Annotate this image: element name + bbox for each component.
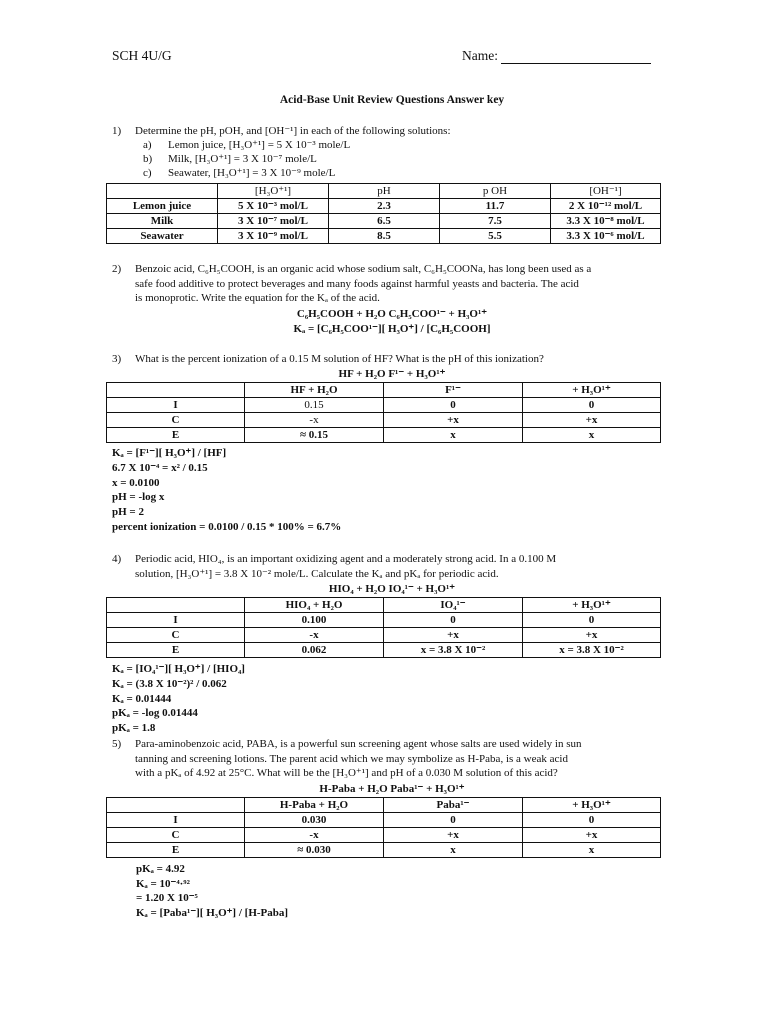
table-row: Lemon juice 5 X 10⁻³ mol/L 2.3 11.7 2 X 10⁻¹² mol/L [107,199,661,214]
work-line: 6.7 X 10⁻⁴ = x² / 0.15 [112,461,208,474]
question-number: 5) [112,738,122,750]
question-text-line: Periodic acid, HIO₄, is an important oxidizing agent and a moderately strong acid. In a 0.100 M [135,553,557,565]
q3-ice-table [106,382,661,443]
q4-work [112,662,245,736]
table-header-row: H-Paba + H₂O Paba¹⁻ + H₃O¹⁺ [107,798,661,813]
q3-equation: HF + H₂O F¹⁻ + H₃O¹⁺ [338,368,446,380]
table-row: Milk 3 X 10⁻⁷ mol/L 6.5 7.5 3.3 X 10⁻⁸ mol/L [107,214,661,229]
question-text-line: tanning and screening lotions. The parent acid which we may symbolize as H-Paba, is a weak acid [135,752,568,765]
table-row: E ≈ 0.15 x x [107,428,661,443]
q1-table [106,183,661,244]
table-row: C -x +x +x [107,413,661,428]
question-number: 1) [112,125,122,137]
name-field [462,48,651,64]
work-line: x = 0.0100 [112,476,160,489]
table-row: I 0.100 0 0 [107,613,661,628]
table-row: Seawater 3 X 10⁻⁹ mol/L 8.5 5.5 3.3 X 10⁻⁶ mol/L [107,229,661,244]
work-line: Kₐ = [F¹⁻][ H₃O⁺] / [HF] [112,447,227,459]
question-text-line: solution, [H₃O⁺¹] = 3.8 X 10⁻² mole/L. Calculate the Kₐ and pKₐ for periodic acid. [135,567,499,580]
question-number: 4) [112,553,122,565]
q4-equation: HIO₄ + H₂O IO₄¹⁻ + H₃O¹⁺ [328,583,456,595]
work-line: pKₐ = 4.92 [136,863,185,875]
q4-ice-table [106,597,661,658]
q5-ice-table [106,797,661,858]
work-line: pKₐ = 1.8 [112,722,156,735]
q2-ka-expression: Kₐ = [C₆H₅COO¹⁻][ H₃O⁺] / [C₆H₅COOH] [293,323,491,335]
table-row: I 0.030 0 0 [107,813,661,828]
q5-equation: H-Paba + H₂O Paba¹⁻ + H₃O¹⁺ [319,783,465,795]
question-text-line: Benzoic acid, C₆H₅COOH, is an organic acid whose sodium salt, C₆H₅COONa, has long been used as a [135,263,592,275]
table-header-row: [H₃O⁺¹] pH p OH [OH⁻¹] [107,184,661,199]
question-text: What is the percent ionization of a 0.15 M solution of HF? What is the pH of this ionization? [135,353,544,365]
question-number: 3) [112,353,122,365]
q5-work [136,862,288,920]
question-text-line: Para-aminobenzoic acid, PABA, is a powerful sun screening agent whose salts are used widely in sun [135,738,582,750]
work-line: pKₐ = -log 0.01444 [112,707,198,720]
q2-equation: C₆H₅COOH + H₂O C₆H₅COO¹⁻ + H₃O¹⁺ [296,308,488,320]
name-blank-line [501,50,651,64]
question-text-line: is monoprotic. Write the equation for the Kₐ of the acid. [135,292,380,304]
q1-item-c: c) Seawater, [H₃O⁺¹] = 3 X 10⁻⁹ mole/L [143,167,336,179]
question-text-line: safe food additive to protect beverages and many foods against harmful yeasts and bacteria. The acid [135,277,579,290]
q3-work [112,446,341,535]
question-text: Determine the pH, pOH, and [OH⁻¹] in each of the following solutions: [135,125,451,137]
table-header-row: HF + H₂O F¹⁻ + H₃O¹⁺ [107,383,661,398]
work-line: pH = 2 [112,506,144,519]
table-row: C -x +x +x [107,828,661,843]
q1-item-a: a) Lemon juice, [H₃O⁺¹] = 5 X 10⁻³ mole/L [143,139,351,151]
table-row: I 0.15 0 0 [107,398,661,413]
question-text-line: with a pKₐ of 4.92 at 25°C. What will be the [H₃O⁺¹] and pH of a 0.030 M solution of this acid? [135,767,558,779]
name-label: Name: [462,48,502,63]
table-row: E ≈ 0.030 x x [107,843,661,858]
question-number: 2) [112,263,122,275]
work-line: = 1.20 X 10⁻⁵ [136,892,198,904]
table-row: C -x +x +x [107,628,661,643]
table-header-row: HIO₄ + H₂O IO₄¹⁻ + H₃O¹⁺ [107,598,661,613]
work-line: Kₐ = [IO₄¹⁻][ H₃O⁺] / [HIO₄] [112,663,245,675]
work-line: percent ionization = 0.0100 / 0.15 * 100% = 6.7% [112,520,342,533]
work-line: Kₐ = 10⁻⁴·⁹² [136,877,190,890]
q1-item-b: b) Milk, [H₃O⁺¹] = 3 X 10⁻⁷ mole/L [143,153,317,165]
table-row: E 0.062 x = 3.8 X 10⁻² x = 3.8 X 10⁻² [107,643,661,658]
work-line: pH = -log x [112,491,165,504]
course-code: SCH 4U/G [112,48,172,63]
page-title: Acid-Base Unit Review Questions Answer key [279,94,505,106]
work-line: Kₐ = [Paba¹⁻][ H₃O⁺] / [H-Paba] [136,906,289,919]
work-line: Kₐ = 0.01444 [112,692,172,705]
work-line: Kₐ = (3.8 X 10⁻²)² / 0.062 [112,677,227,690]
